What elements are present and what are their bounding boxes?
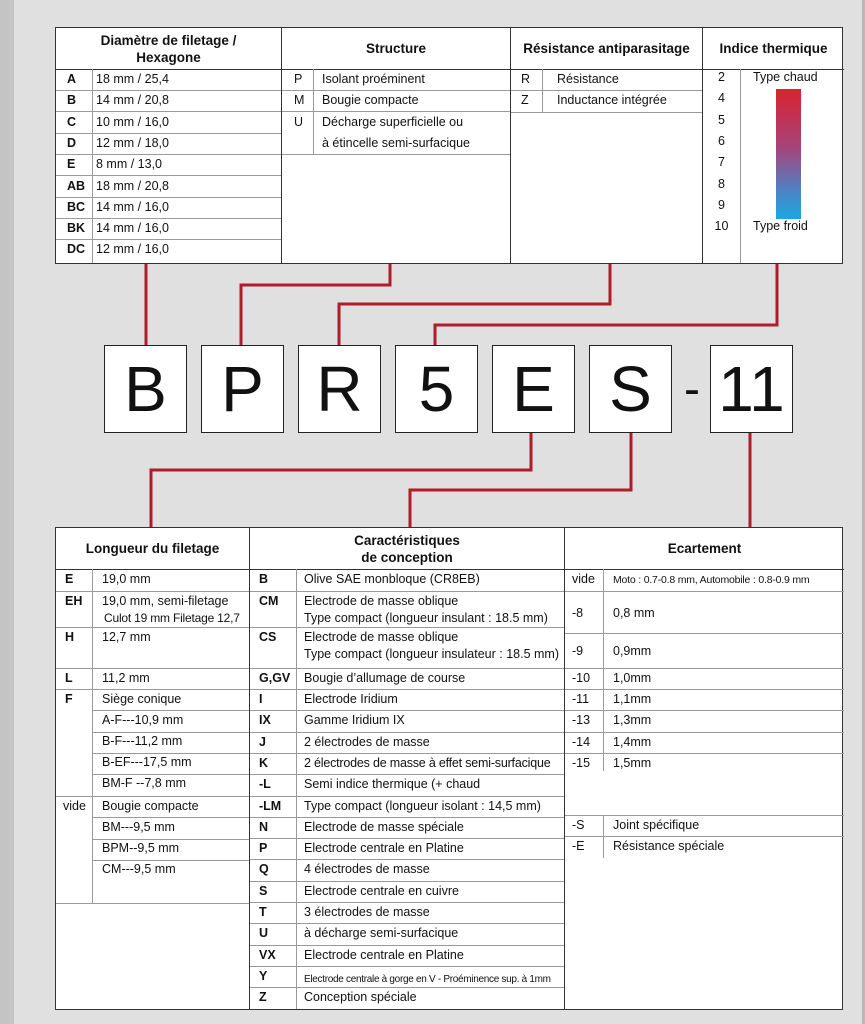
diametre-value: 14 mm / 16,0 bbox=[96, 221, 169, 235]
structure-value: Bougie compacte bbox=[322, 93, 419, 107]
diametre-value: 18 mm / 20,8 bbox=[96, 179, 169, 193]
longueur-row bbox=[56, 627, 249, 669]
ecartement-value: 1,5mm bbox=[613, 756, 652, 770]
caracteristique-row bbox=[250, 710, 564, 733]
ecartement-code: -10 bbox=[572, 671, 591, 685]
caracteristique-code: -LM bbox=[259, 799, 282, 813]
caracteristique-code: VX bbox=[259, 948, 276, 962]
header-ecartement: Ecartement bbox=[565, 528, 844, 570]
caracteristique-code: Q bbox=[259, 862, 269, 876]
diametre-value: 12 mm / 16,0 bbox=[96, 242, 169, 256]
resistance-code: Z bbox=[521, 93, 529, 107]
code-letter-structure: P bbox=[201, 345, 284, 433]
diametre-row bbox=[56, 154, 281, 176]
col-ecartement bbox=[564, 528, 844, 1009]
diametre-value: 8 mm / 13,0 bbox=[96, 157, 162, 171]
caracteristique-line: 4 électrodes de masse bbox=[304, 862, 430, 876]
resistance-row bbox=[511, 69, 702, 91]
ecartement-value: 0,9mm bbox=[613, 644, 652, 658]
caracteristique-code: IX bbox=[259, 713, 271, 727]
diametre-code: D bbox=[67, 136, 77, 150]
caracteristique-line: 2 électrodes de masse bbox=[304, 735, 430, 749]
ecartement-value: 1,3mm bbox=[613, 713, 652, 727]
longueur-line: BM---9,5 mm bbox=[102, 820, 175, 834]
ecartement-row bbox=[565, 633, 844, 669]
structure-code: U bbox=[294, 115, 304, 129]
caracteristique-row bbox=[250, 774, 564, 797]
indice-value: 8 bbox=[718, 176, 725, 191]
diametre-value: 10 mm / 16,0 bbox=[96, 115, 169, 129]
ecartement-code: vide bbox=[572, 572, 595, 586]
resistance-row bbox=[511, 90, 702, 111]
diametre-value: 12 mm / 18,0 bbox=[96, 136, 169, 150]
diametre-code: A bbox=[67, 72, 77, 86]
caracteristique-row bbox=[250, 753, 564, 775]
caracteristique-line: à décharge semi-surfacique bbox=[304, 926, 459, 940]
header-resistance: Résistance antiparasitage bbox=[511, 28, 702, 70]
longueur-code: vide bbox=[63, 799, 86, 813]
ecartement-code: -13 bbox=[572, 713, 591, 727]
header-longueur: Longueur du filetage bbox=[56, 528, 249, 570]
structure-value: Décharge superficielle ou bbox=[322, 115, 464, 129]
diametre-row bbox=[56, 69, 281, 91]
caracteristique-code: G,GV bbox=[259, 671, 291, 685]
diametre-code: BC bbox=[67, 200, 86, 214]
caracteristique-line: Electrode centrale en Platine bbox=[304, 841, 464, 855]
caracteristique-line: Gamme Iridium IX bbox=[304, 713, 405, 727]
code-letter-longueur: E bbox=[492, 345, 575, 433]
longueur-line: Culot 19 mm Filetage 12,7 bbox=[104, 611, 240, 625]
connector-longueur bbox=[151, 433, 531, 527]
caracteristique-line: Electrode de masse oblique bbox=[304, 630, 459, 644]
header-structure: Structure bbox=[282, 28, 510, 70]
ecartement-code: -E bbox=[572, 839, 585, 853]
longueur-line: A-F---10,9 mm bbox=[102, 713, 184, 727]
structure-bottom-line bbox=[282, 154, 510, 155]
caracteristique-line: 3 électrodes de masse bbox=[304, 905, 430, 919]
ecartement-value: 1,4mm bbox=[613, 735, 652, 749]
resistance-code: R bbox=[521, 72, 531, 86]
caracteristique-line: Olive SAE monbloque (CR8EB) bbox=[304, 572, 480, 586]
caracteristique-row bbox=[250, 923, 564, 946]
code-dash: - bbox=[684, 362, 700, 416]
diametre-code: B bbox=[67, 93, 77, 107]
indice-value: 7 bbox=[718, 155, 725, 170]
longueur-code: L bbox=[65, 671, 73, 685]
ecartement-row bbox=[565, 710, 844, 733]
ecartement-row bbox=[565, 591, 844, 634]
sub-line-separator bbox=[92, 732, 249, 733]
caracteristique-row bbox=[250, 591, 564, 628]
caracteristique-row bbox=[250, 987, 564, 1011]
sub-line-separator bbox=[92, 753, 249, 754]
diametre-row bbox=[56, 112, 281, 134]
structure-row bbox=[282, 112, 510, 133]
ecartement-row bbox=[565, 836, 844, 858]
longueur-line: B-EF---17,5 mm bbox=[102, 755, 192, 769]
caracteristique-line: Type compact (longueur isolant : 14,5 mm) bbox=[304, 799, 541, 813]
col-structure bbox=[281, 28, 510, 263]
ecartement-code: -15 bbox=[572, 756, 591, 770]
col-resistance bbox=[510, 28, 702, 263]
indice-value: 6 bbox=[718, 133, 725, 148]
caracteristique-line: Electrode Iridium bbox=[304, 692, 398, 706]
ecartement-value: 1,1mm bbox=[613, 692, 652, 706]
ecartement-code: -11 bbox=[572, 692, 590, 706]
caracteristique-row bbox=[250, 881, 564, 903]
col-indice bbox=[702, 28, 844, 263]
diametre-row bbox=[56, 218, 281, 240]
diametre-code: E bbox=[67, 157, 76, 171]
caracteristique-code: T bbox=[259, 905, 267, 919]
code-letter-caracteristiques: S bbox=[589, 345, 672, 433]
structure-code: M bbox=[294, 93, 305, 107]
connector-resistance bbox=[339, 263, 610, 345]
caracteristique-row bbox=[250, 732, 564, 754]
caracteristique-line: 2 électrodes de masse à effet semi-surfacique bbox=[304, 756, 551, 770]
diametre-value: 14 mm / 20,8 bbox=[96, 93, 169, 107]
ecartement-row bbox=[565, 689, 844, 711]
longueur-line: Siège conique bbox=[102, 692, 182, 706]
caracteristique-code: U bbox=[259, 926, 269, 940]
ecartement-code: -14 bbox=[572, 735, 591, 749]
caracteristique-row bbox=[250, 859, 564, 882]
caracteristique-code: N bbox=[259, 820, 269, 834]
caracteristique-line: Type compact (longueur insulant : 18.5 mm) bbox=[304, 611, 548, 625]
caracteristique-row bbox=[250, 817, 564, 839]
caracteristique-code: I bbox=[259, 692, 263, 706]
caracteristique-line: Electrode de masse spéciale bbox=[304, 820, 464, 834]
structure-code: P bbox=[294, 72, 303, 86]
caracteristique-code: CM bbox=[259, 594, 279, 608]
longueur-row bbox=[56, 796, 249, 903]
code-letter-indice: 5 bbox=[395, 345, 478, 433]
caracteristique-row bbox=[250, 966, 564, 988]
longueur-line: Bougie compacte bbox=[102, 799, 199, 813]
ecartement-row bbox=[565, 569, 844, 592]
caracteristique-line: Electrode centrale en cuivre bbox=[304, 884, 459, 898]
header-diametre: Diamètre de filetage / Hexagone bbox=[56, 28, 281, 70]
structure-value: à étincelle semi-surfacique bbox=[322, 136, 470, 150]
longueur-line: 12,7 mm bbox=[102, 630, 151, 644]
caracteristique-line: Conception spéciale bbox=[304, 990, 417, 1004]
longueur-row bbox=[56, 591, 249, 628]
connector-caracteristiques bbox=[410, 433, 631, 527]
structure-row bbox=[282, 69, 510, 91]
diametre-row bbox=[56, 197, 281, 219]
caracteristique-line: Type compact (longueur insulateur : 18.5 mm) bbox=[304, 647, 559, 661]
divider bbox=[740, 69, 741, 263]
header-indice: Indice thermique bbox=[703, 28, 844, 70]
longueur-line: 11,2 mm bbox=[102, 671, 150, 685]
caracteristique-line: Electrode centrale en Platine bbox=[304, 948, 464, 962]
caracteristique-code: -L bbox=[259, 777, 271, 791]
caracteristique-row bbox=[250, 668, 564, 690]
resistance-bottom-line bbox=[511, 112, 702, 113]
ecartement-row bbox=[565, 668, 844, 690]
ecartement-code: -S bbox=[572, 818, 585, 832]
diametre-value: 14 mm / 16,0 bbox=[96, 200, 169, 214]
ecartement-separator bbox=[565, 815, 844, 816]
longueur-row bbox=[56, 689, 249, 797]
caracteristique-line: Semi indice thermique (+ chaud bbox=[304, 777, 481, 791]
diametre-row bbox=[56, 133, 281, 155]
caracteristique-row bbox=[250, 838, 564, 860]
col-caracteristiques bbox=[249, 528, 564, 1009]
caracteristique-row bbox=[250, 627, 564, 669]
sub-line-separator bbox=[92, 817, 249, 818]
caracteristique-row bbox=[250, 569, 564, 592]
longueur-line: 19,0 mm, semi-filetage bbox=[102, 594, 229, 608]
header-caracteristiques: Caractéristiques de conception bbox=[250, 528, 564, 570]
longueur-code: F bbox=[65, 692, 73, 706]
diametre-row bbox=[56, 239, 281, 264]
sub-line-separator bbox=[92, 710, 249, 711]
ecartement-value: Joint spécifique bbox=[613, 818, 700, 832]
code-letter-diametre: B bbox=[104, 345, 187, 433]
longueur-bottom-line bbox=[56, 903, 249, 904]
cold-label: Type froid bbox=[753, 219, 808, 233]
longueur-code: E bbox=[65, 572, 74, 586]
ecartement-value: Résistance spéciale bbox=[613, 839, 725, 853]
indice-value: 2 bbox=[718, 70, 725, 84]
col-diametre bbox=[56, 28, 281, 263]
sub-line-separator bbox=[92, 860, 249, 861]
indice-value: 4 bbox=[718, 91, 725, 106]
caracteristique-row bbox=[250, 689, 564, 711]
caracteristique-row bbox=[250, 945, 564, 967]
longueur-code: H bbox=[65, 630, 75, 644]
diametre-row bbox=[56, 176, 281, 198]
ecartement-row bbox=[565, 732, 844, 754]
structure-row bbox=[282, 90, 510, 112]
structure-value: Isolant proéminent bbox=[322, 72, 425, 86]
caracteristique-line: Bougie d’allumage de course bbox=[304, 671, 466, 685]
caracteristique-code: K bbox=[259, 756, 269, 770]
longueur-row bbox=[56, 668, 249, 690]
indice-value: 9 bbox=[718, 197, 725, 212]
longueur-line: B-F---11,2 mm bbox=[102, 734, 183, 748]
code-suffix-ecartement: 11 bbox=[710, 345, 793, 433]
indice-value: 5 bbox=[718, 112, 725, 127]
ecartement-value: Moto : 0.7-0.8 mm, Automobile : 0.8-0.9 mm bbox=[613, 574, 810, 586]
caracteristique-line: Electrode centrale à gorge en V - Proéminence sup. à 1mm bbox=[304, 974, 551, 985]
caracteristique-code: Y bbox=[259, 969, 268, 983]
ecartement-row bbox=[565, 815, 844, 837]
structure-row bbox=[282, 133, 510, 154]
caracteristique-code: S bbox=[259, 884, 268, 898]
caracteristique-code: P bbox=[259, 841, 268, 855]
caracteristique-row bbox=[250, 796, 564, 818]
hot-label: Type chaud bbox=[753, 70, 818, 84]
code-letter-resistance: R bbox=[298, 345, 381, 433]
longueur-line: BPM--9,5 mm bbox=[102, 841, 180, 855]
longueur-code: EH bbox=[65, 594, 83, 608]
caracteristique-code: B bbox=[259, 572, 269, 586]
resistance-value: Résistance bbox=[557, 72, 619, 86]
diametre-code: AB bbox=[67, 179, 86, 193]
top-table bbox=[55, 27, 843, 264]
resistance-value: Inductance intégrée bbox=[557, 93, 667, 107]
ecartement-row bbox=[565, 753, 844, 774]
caracteristique-code: J bbox=[259, 735, 266, 749]
diametre-value: 18 mm / 25,4 bbox=[96, 72, 169, 86]
ecartement-value: 0,8 mm bbox=[613, 606, 655, 620]
ecartement-code: -9 bbox=[572, 644, 584, 658]
diametre-code: C bbox=[67, 115, 77, 129]
longueur-line: CM---9,5 mm bbox=[102, 862, 176, 876]
diametre-code: DC bbox=[67, 242, 86, 256]
ecartement-code: -8 bbox=[572, 606, 584, 620]
diametre-code: BK bbox=[67, 221, 86, 235]
caracteristique-code: CS bbox=[259, 630, 277, 644]
sub-line-separator bbox=[92, 839, 249, 840]
caracteristique-row bbox=[250, 902, 564, 924]
col-longueur bbox=[56, 528, 249, 1009]
caracteristique-line: Electrode de masse oblique bbox=[304, 594, 459, 608]
sub-line-separator bbox=[92, 774, 249, 775]
longueur-row bbox=[56, 569, 249, 592]
diametre-row bbox=[56, 90, 281, 112]
ecartement-value: 1,0mm bbox=[613, 671, 652, 685]
longueur-line: BM-F --7,8 mm bbox=[102, 776, 187, 790]
longueur-line: 19,0 mm bbox=[102, 572, 151, 586]
bottom-table bbox=[55, 527, 843, 1010]
thermal-gradient-bar bbox=[776, 89, 801, 219]
indice-value: 10 bbox=[714, 219, 729, 234]
caracteristique-code: Z bbox=[259, 990, 267, 1004]
